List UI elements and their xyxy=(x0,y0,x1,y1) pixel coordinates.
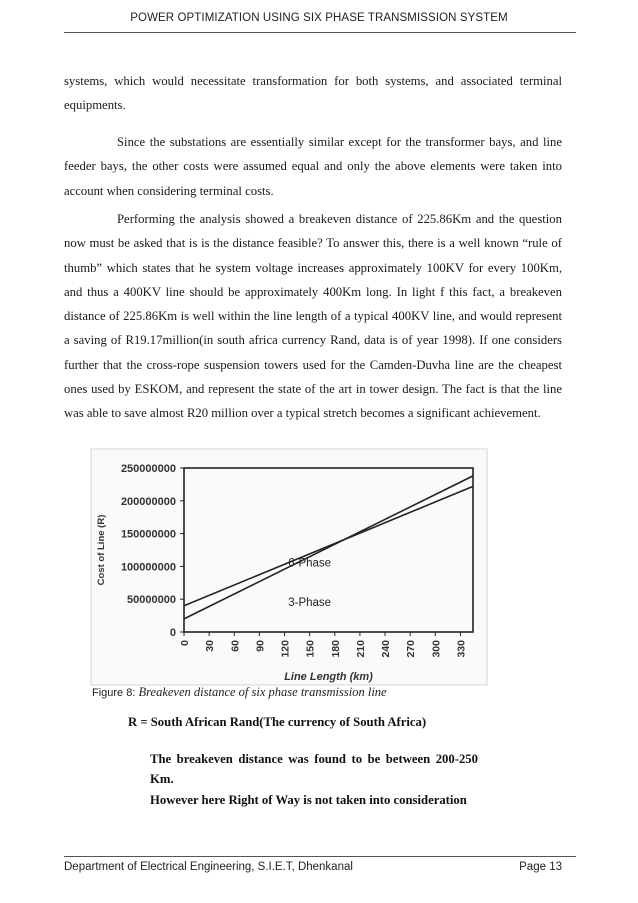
breakeven-chart-figure xyxy=(90,448,488,686)
x-tick-label: 30 xyxy=(204,640,217,652)
paragraph-3: Performing the analysis showed a breakeven distance of 225.86Km and the question now must be asked that is is the distance feasible? To answer this, there is a well known “rule of thumb” which states that he system voltage increases approximately 100KV for every 100Km, and thus a 400KV line should be approximately 400Km long. In light f this fact, a breakeven distance of 225.86Km is well within the line length of a typical 400KV line, and would represent a saving of R19.17million(in south africa currency Rand, data is of year 1998). If one considers further that the cross-rope suspension towers used for the Camden-Duvha line are the cheapest ones used by ESKOM, and represent the state of the art in tower design. The fact is that the line was able to save almost R20 million over a typical stretch becomes a significant achievement. xyxy=(64,212,562,421)
x-tick-label: 210 xyxy=(354,640,367,658)
running-header: POWER OPTIMIZATION USING SIX PHASE TRANSMISSION SYSTEM xyxy=(130,12,508,24)
x-tick-label: 150 xyxy=(304,640,317,658)
paragraph-1: systems, which would necessitate transformation for both systems, and associated terminal equipments. xyxy=(64,74,562,113)
figure-caption-text: Breakeven distance of six phase transmission line xyxy=(138,685,387,699)
y-axis-label: Cost of Line (R) xyxy=(96,514,107,586)
footer-divider xyxy=(64,856,576,857)
y-tick-label: 250000000 xyxy=(120,463,176,475)
x-tick-label: 240 xyxy=(380,640,393,658)
figure-label: Figure 8: xyxy=(92,687,136,699)
y-tick-label: 150000000 xyxy=(120,528,176,541)
figure-caption xyxy=(92,685,387,700)
y-tick-label: 100000000 xyxy=(120,561,176,574)
breakeven-note: The breakeven distance was found to be between 200-250 Km. xyxy=(150,752,478,786)
header-divider xyxy=(64,32,576,33)
y-tick-label: 50000000 xyxy=(127,594,176,607)
series-annotation: 6-Phase xyxy=(288,557,332,570)
x-tick-label: 0 xyxy=(179,640,191,646)
currency-note: R = South African Rand(The currency of South Africa) xyxy=(128,715,427,729)
x-tick-label: 90 xyxy=(254,640,267,652)
x-tick-label: 300 xyxy=(430,640,443,658)
x-tick-label: 180 xyxy=(329,640,342,658)
breakeven-chart xyxy=(90,448,488,686)
y-tick-label: 0 xyxy=(169,627,176,639)
x-tick-label: 60 xyxy=(229,640,242,652)
y-tick-label: 200000000 xyxy=(120,495,176,508)
x-tick-label: 270 xyxy=(405,640,418,658)
series-annotation: 3-Phase xyxy=(288,596,332,609)
x-tick-label: 330 xyxy=(455,640,468,658)
footer-department: Department of Electrical Engineering, S.I.E.T, Dhenkanal xyxy=(64,861,353,873)
paragraph-2: Since the substations are essentially similar except for the transformer bays, and line feeder bays, the other costs were assumed equal and only the above elements were taken into account when considering terminal costs. xyxy=(64,135,562,198)
x-axis-label: Line Length (km) xyxy=(284,671,373,683)
right-of-way-note: However here Right of Way is not taken into consideration xyxy=(150,793,467,807)
footer-page-number: Page 13 xyxy=(519,861,562,873)
x-tick-label: 120 xyxy=(279,640,292,658)
